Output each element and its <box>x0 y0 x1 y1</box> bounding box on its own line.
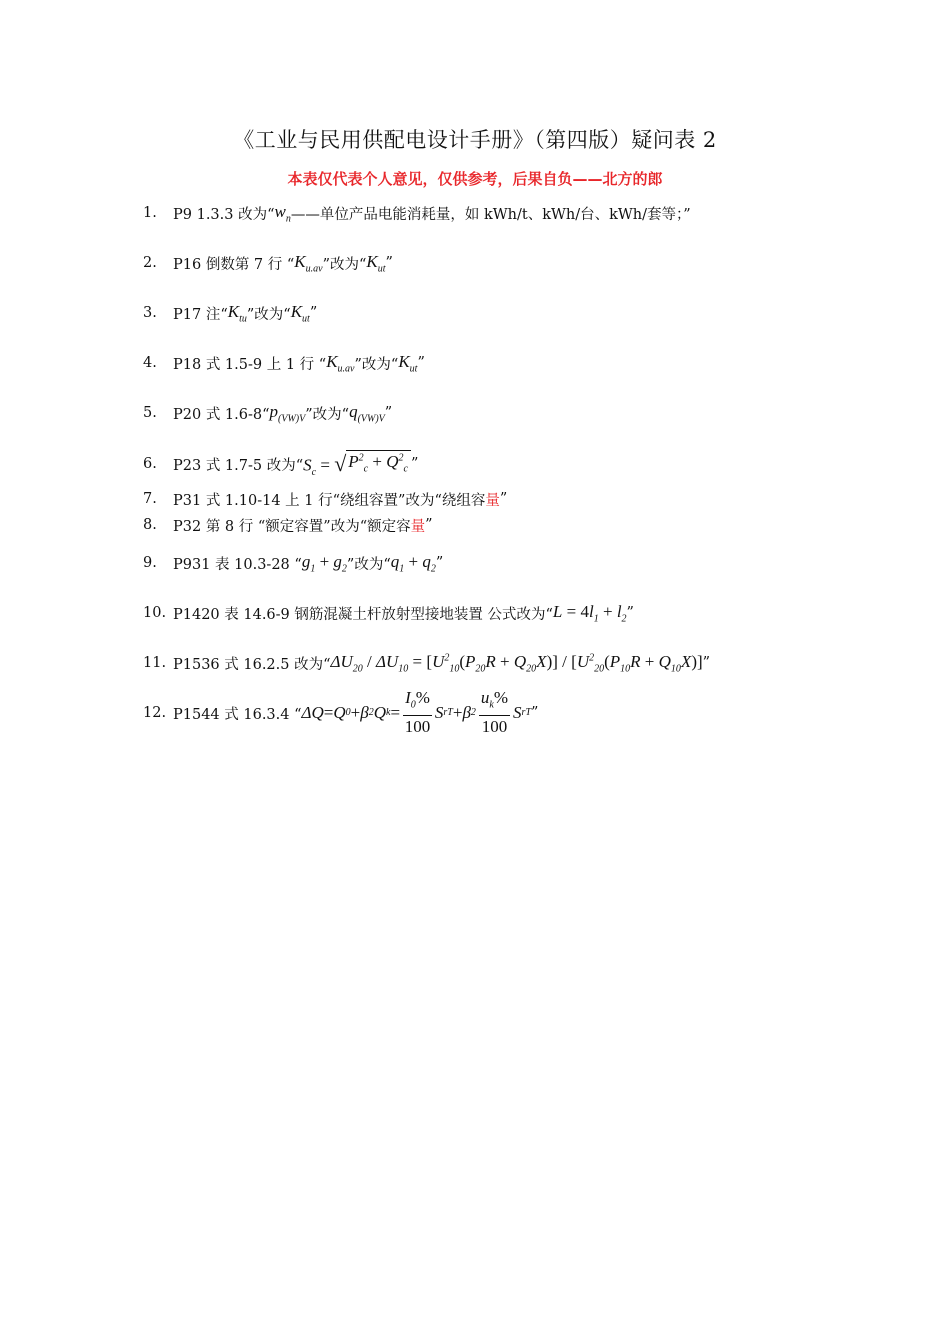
formula: $p_{(VW)V}$ <box>269 401 306 425</box>
list-item <box>143 246 393 280</box>
item-text: ” <box>385 255 393 271</box>
item-text: P9 1.3.3 改为“ <box>173 206 275 223</box>
item-text: P17 注“ <box>173 306 228 323</box>
item-text: ”改为“ <box>246 306 291 323</box>
formula: $S_c$ = √ $P^2_c + Q^2_c$ <box>303 450 411 478</box>
item-text: ” <box>499 491 508 507</box>
formula: $K_{ut}$ <box>290 301 310 325</box>
formula: $K_{u.av}$ <box>294 251 323 275</box>
item-text: P32 第 8 行 “额定容置”改为“额定容 <box>173 518 411 535</box>
item-number: 10. <box>143 605 167 621</box>
formula: $L = 4l_1 + l_2$ <box>552 601 627 625</box>
item-number: 9. <box>143 555 157 571</box>
item-number: 8. <box>143 517 157 533</box>
list-item <box>143 296 317 330</box>
item-text: ——单位产品电能消耗量，如 kWh/t、kWh/台、kWh/套等；” <box>290 206 691 223</box>
item-text: ” <box>531 705 539 721</box>
formula: ΔQ = Q 0 + β 2 Q k = $\frac{I_0\%}{100}$ S rT + β 2 $\frac{u_k\%}{100}$ S rT <box>301 687 531 737</box>
item-text: P31 式 1.10-14 上 1 行“绕组容置”改为“绕组容 <box>173 492 486 509</box>
formula: $K_{ut}$ <box>366 251 386 275</box>
item-text: ” <box>425 517 433 533</box>
formula: $K_{u.av}$ <box>326 351 355 375</box>
formula: $w_n$ <box>274 201 291 225</box>
formula: $K_{ut}$ <box>398 351 418 375</box>
item-text: ”改为“ <box>346 556 391 573</box>
item-text: ” <box>384 405 393 421</box>
item-text: P16 倒数第 7 行 “ <box>173 256 295 273</box>
list-item <box>143 396 392 430</box>
list-item <box>143 686 538 740</box>
item-number: 5. <box>143 405 157 421</box>
item-text: ”改为“ <box>354 356 399 373</box>
item-number: 2. <box>143 255 157 271</box>
item-text: ” <box>626 605 634 621</box>
item-text: ”改为“ <box>322 256 367 273</box>
formula: $q_1 + q_2$ <box>390 551 436 575</box>
item-text: ” <box>417 355 425 371</box>
formula: $g_1 + g_2$ <box>301 551 347 575</box>
formula: $K_{tu}$ <box>227 301 247 325</box>
list-item <box>143 510 433 540</box>
list-item <box>143 447 418 481</box>
item-number: 4. <box>143 355 157 371</box>
item-number: 3. <box>143 305 157 321</box>
list-item <box>143 196 691 230</box>
item-text: P1544 式 16.3.4 “ <box>173 706 302 723</box>
item-text: ”改为“ <box>305 406 350 423</box>
item-text: P20 式 1.6-8“ <box>173 406 270 423</box>
item-number: 11. <box>143 655 167 671</box>
item-text: ” <box>702 655 711 671</box>
formula: $\Delta U_{20} / \Delta U_{10} = [U^2_{10}(P_{20}R + Q_{20}X)] / [U^2_{20}(P_{10}R + Q_{10}X)]$ <box>330 651 703 675</box>
item-text: ” <box>309 305 318 321</box>
formula: $q_{(VW)V}$ <box>349 401 385 425</box>
list-item <box>143 596 634 630</box>
item-number: 7. <box>143 491 157 507</box>
page-title: 《工业与民用供配电设计手册》（第四版）疑问表 2 <box>233 128 717 152</box>
item-text: P1536 式 16.2.5 改为“ <box>173 656 331 673</box>
item-text: P1420 表 14.6-9 钢筋混凝土杆放射型接地装置 公式改为“ <box>173 606 553 623</box>
corrected-char: 量 <box>410 518 426 535</box>
item-text: P931 表 10.3-28 “ <box>173 556 302 573</box>
list-item <box>143 546 443 580</box>
item-number: 1. <box>143 205 157 221</box>
item-number: 12. <box>143 705 167 721</box>
list-item <box>143 346 425 380</box>
corrected-char: 量 <box>485 492 500 509</box>
item-text: ” <box>435 555 444 571</box>
item-number: 6. <box>143 456 157 472</box>
item-text: P23 式 1.7-5 改为“ <box>173 457 304 474</box>
disclaimer-subtitle: 本表仅代表个人意见，仅供参考，后果自负——北方的郎 <box>287 170 663 188</box>
list-item <box>143 646 710 680</box>
item-text: ” <box>410 456 419 472</box>
item-text: P18 式 1.5-9 上 1 行 “ <box>173 356 327 373</box>
